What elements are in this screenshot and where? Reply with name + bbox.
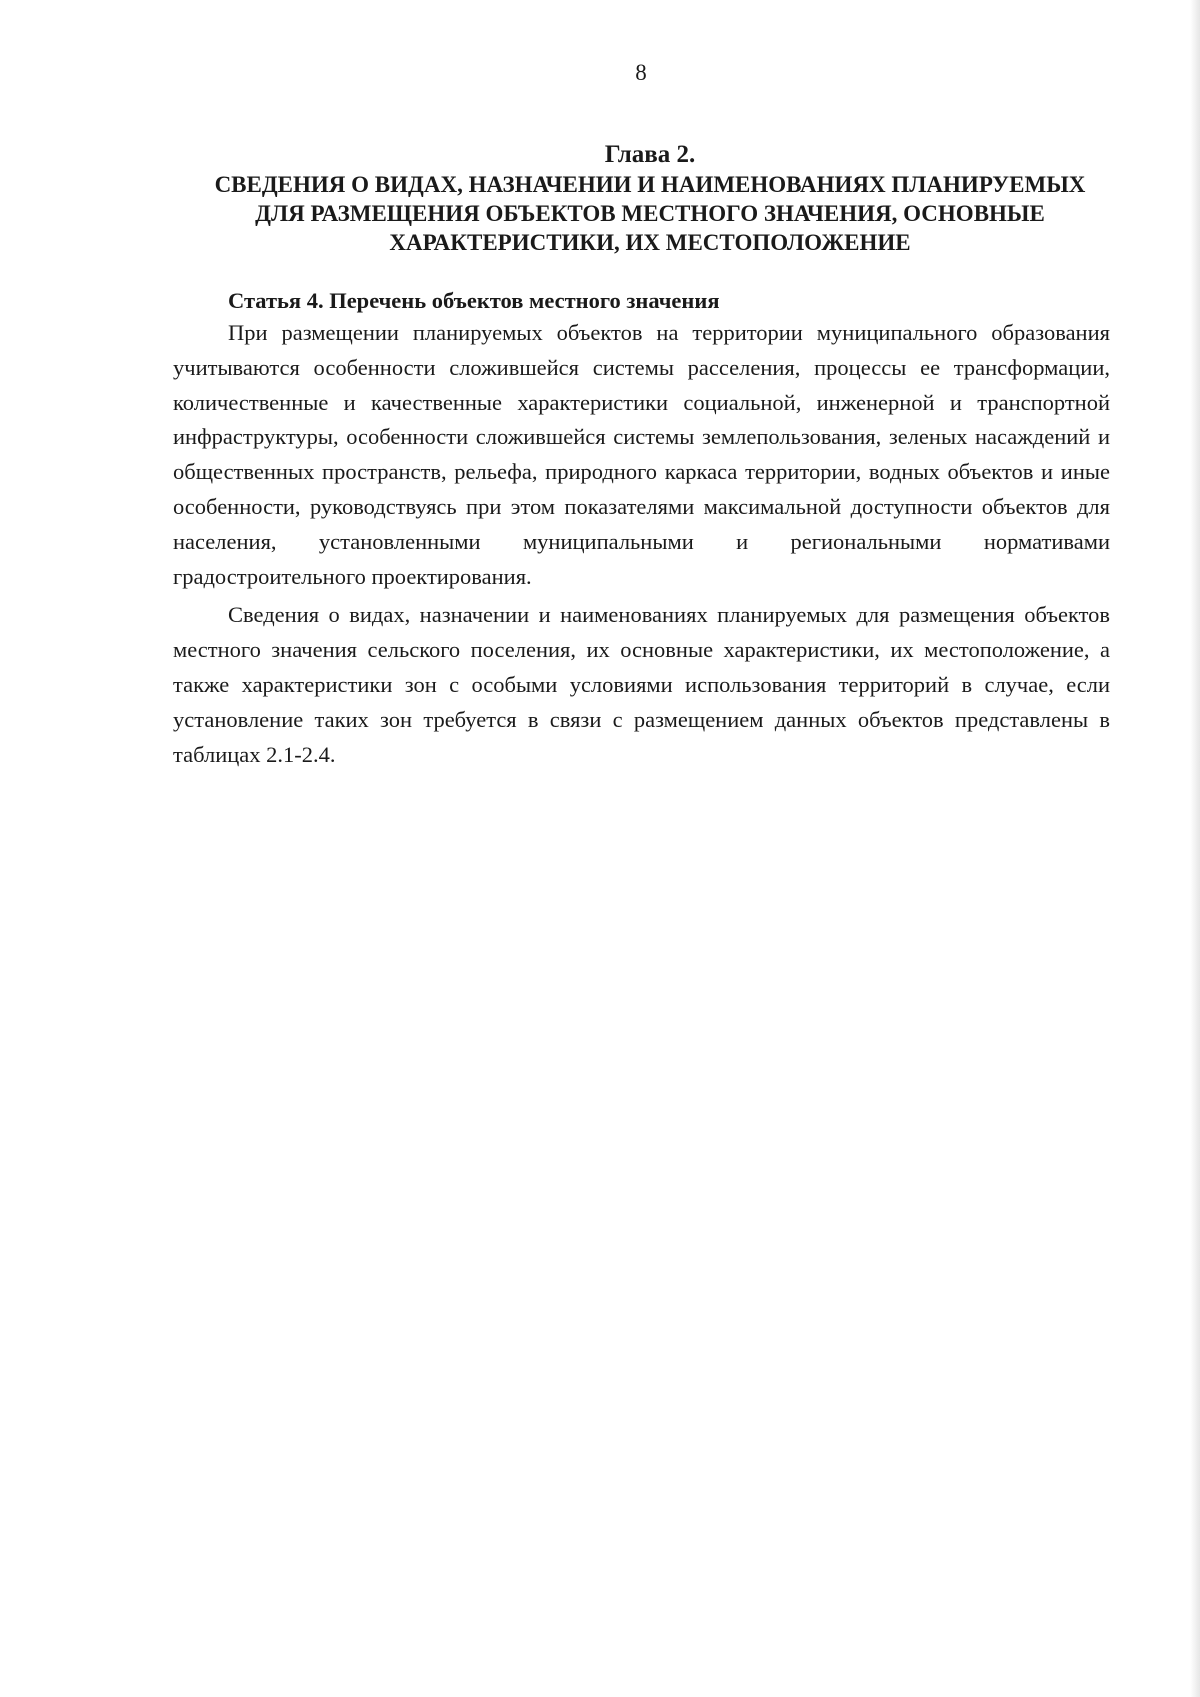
chapter-title-line: СВЕДЕНИЯ О ВИДАХ, НАЗНАЧЕНИИ И НАИМЕНОВАНИЯХ ПЛАНИРУЕМЫХ (214, 172, 1086, 197)
chapter-title-line: ХАРАКТЕРИСТИКИ, ИХ МЕСТОПОЛОЖЕНИЕ (389, 230, 911, 255)
page-number: 8 (635, 60, 647, 85)
article-section (173, 286, 1110, 772)
scan-edge-shadow (1190, 0, 1200, 1697)
chapter-heading (170, 140, 1130, 257)
chapter-number: Глава 2. (604, 141, 696, 168)
paragraph: При размещении планируемых объектов на территории муниципального образования учитываются особенности сложившейся системы расселения, процессы ее трансформации, количественные и качественные характеристики социальной, инженерной и транспортной инфраструктуры, особенности сложившейся системы землепользования, зеленых насаждений и общественных пространств, рельефа, природного каркаса территории, водных объектов и иные особенности, руководствуясь при этом показателями максимальной доступности объектов для населения, установленными муниципальными и региональными нормативами градостроительного проектирования. (173, 320, 1110, 589)
chapter-title-line: ДЛЯ РАЗМЕЩЕНИЯ ОБЪЕКТОВ МЕСТНОГО ЗНАЧЕНИЯ, ОСНОВНЫЕ (255, 201, 1045, 226)
paragraph: Сведения о видах, назначении и наименованиях планируемых для размещения объектов местного значения сельского поселения, их основные характеристики, их местоположение, а также характеристики зон с особыми условиями использования территорий в случае, если установление таких зон требуется в связи с размещением данных объектов представлены в таблицах 2.1-2.4. (173, 602, 1110, 767)
article-title: Статья 4. Перечень объектов местного значения (228, 288, 720, 313)
